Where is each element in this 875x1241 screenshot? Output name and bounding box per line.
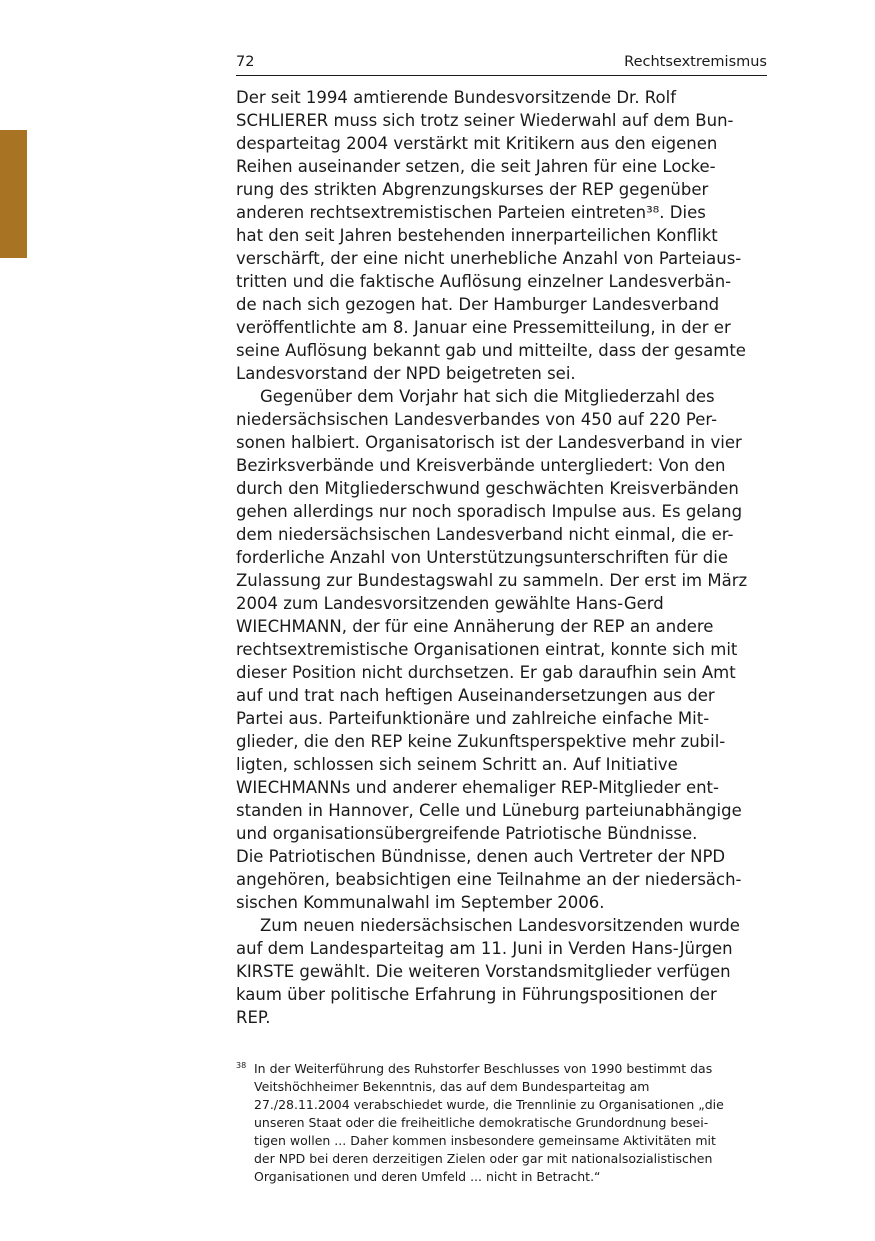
- body-line: Die Patriotischen Bündnisse, denen auch Vertreter der NPD: [236, 847, 726, 866]
- body-line: sischen Kommunalwahl im September 2006.: [236, 893, 605, 912]
- chapter-tab-marker: [0, 130, 27, 258]
- body-line: WIECHMANN, der für eine Annäherung der REP an andere: [236, 617, 714, 636]
- footnote-line: tigen wollen ... Daher kommen insbesondere gemeinsame Aktivitäten mit: [254, 1133, 716, 1148]
- body-line: Der seit 1994 amtierende Bundesvorsitzende Dr. Rolf: [236, 88, 677, 107]
- body-line: rechtsextremistische Organisationen eintrat, konnte sich mit: [236, 640, 738, 659]
- body-line: anderen rechtsextremistischen Parteien eintreten³⁸. Dies: [236, 203, 706, 222]
- body-line: REP.: [236, 1008, 271, 1027]
- body-line: glieder, die den REP keine Zukunftsperspektive mehr zubil-: [236, 732, 726, 751]
- body-line: tritten und die faktische Auflösung einzelner Landesverbän-: [236, 272, 732, 291]
- body-line: kaum über politische Erfahrung in Führungspositionen der: [236, 985, 717, 1004]
- body-line: Bezirksverbände und Kreisverbände untergliedert: Von den: [236, 456, 726, 475]
- page-number: 72: [236, 54, 255, 70]
- body-line: gehen allerdings nur noch sporadisch Impulse aus. Es gelang: [236, 502, 743, 521]
- body-line: Partei aus. Parteifunktionäre und zahlreiche einfache Mit-: [236, 709, 710, 728]
- body-line: Zum neuen niedersächsischen Landesvorsitzenden wurde: [260, 916, 740, 935]
- body-line: KIRSTE gewählt. Die weiteren Vorstandsmitglieder verfügen: [236, 962, 731, 981]
- body-line: verschärft, der eine nicht unerhebliche Anzahl von Parteiaus-: [236, 249, 742, 268]
- body-line: hat den seit Jahren bestehenden innerparteilichen Konflikt: [236, 226, 718, 245]
- body-line: SCHLIERER muss sich trotz seiner Wiederwahl auf dem Bun-: [236, 111, 734, 130]
- body-line: rung des strikten Abgrenzungskurses der REP gegenüber: [236, 180, 709, 199]
- body-line: ligten, schlossen sich seinem Schritt an. Auf Initiative: [236, 755, 678, 774]
- body-line: Landesvorstand der NPD beigetreten sei.: [236, 364, 576, 383]
- body-line: desparteitag 2004 verstärkt mit Kritikern aus den eigenen: [236, 134, 718, 153]
- footnote-marker: 38: [236, 1061, 247, 1070]
- running-title: Rechtsextremismus: [624, 54, 767, 70]
- footnote-line: der NPD bei deren derzeitigen Zielen oder gar mit nationalsozialistischen: [254, 1151, 713, 1166]
- body-line: durch den Mitgliederschwund geschwächten Kreisverbänden: [236, 479, 739, 498]
- body-line: sonen halbiert. Organisatorisch ist der Landesverband in vier: [236, 433, 742, 452]
- body-line: dem niedersächsischen Landesverband nicht einmal, die er-: [236, 525, 734, 544]
- footnote-line: In der Weiterführung des Ruhstorfer Beschlusses von 1990 bestimmt das: [254, 1061, 713, 1076]
- body-line: niedersächsischen Landesverbandes von 450 auf 220 Per-: [236, 410, 718, 429]
- body-line: standen in Hannover, Celle und Lüneburg parteiunabhängige: [236, 801, 742, 820]
- body-line: forderliche Anzahl von Unterstützungsunterschriften für die: [236, 548, 729, 567]
- body-line: auf dem Landesparteitag am 11. Juni in Verden Hans-Jürgen: [236, 939, 733, 958]
- body-line: und organisationsübergreifende Patriotische Bündnisse.: [236, 824, 698, 843]
- footnote-line: 27./28.11.2004 verabschiedet wurde, die Trennlinie zu Organisationen „die: [254, 1097, 724, 1112]
- running-header: [236, 53, 767, 76]
- body-line: angehören, beabsichtigen eine Teilnahme an der niedersäch-: [236, 870, 742, 889]
- body-line: dieser Position nicht durchsetzen. Er gab daraufhin sein Amt: [236, 663, 736, 682]
- body-line: seine Auflösung bekannt gab und mitteilte, dass der gesamte: [236, 341, 746, 360]
- body-line: 2004 zum Landesvorsitzenden gewählte Hans-Gerd: [236, 594, 664, 613]
- body-line: Gegenüber dem Vorjahr hat sich die Mitgliederzahl des: [260, 387, 715, 406]
- footnote-line: unseren Staat oder die freiheitliche demokratische Grundordnung besei-: [254, 1115, 709, 1130]
- body-line: WIECHMANNs und anderer ehemaliger REP-Mitglieder ent-: [236, 778, 719, 797]
- body-line: veröffentlichte am 8. Januar eine Pressemitteilung, in der er: [236, 318, 731, 337]
- body-line: de nach sich gezogen hat. Der Hamburger Landesverband: [236, 295, 720, 314]
- body-line: auf und trat nach heftigen Auseinandersetzungen aus der: [236, 686, 715, 705]
- body-line: Zulassung zur Bundestagswahl zu sammeln. Der erst im März: [236, 571, 748, 590]
- footnote-line: Organisationen und deren Umfeld ... nicht in Betracht.“: [254, 1169, 601, 1184]
- footnote-line: Veitshöchheimer Bekenntnis, das auf dem Bundesparteitag am: [254, 1079, 650, 1094]
- body-line: Reihen auseinander setzen, die seit Jahren für eine Locke-: [236, 157, 716, 176]
